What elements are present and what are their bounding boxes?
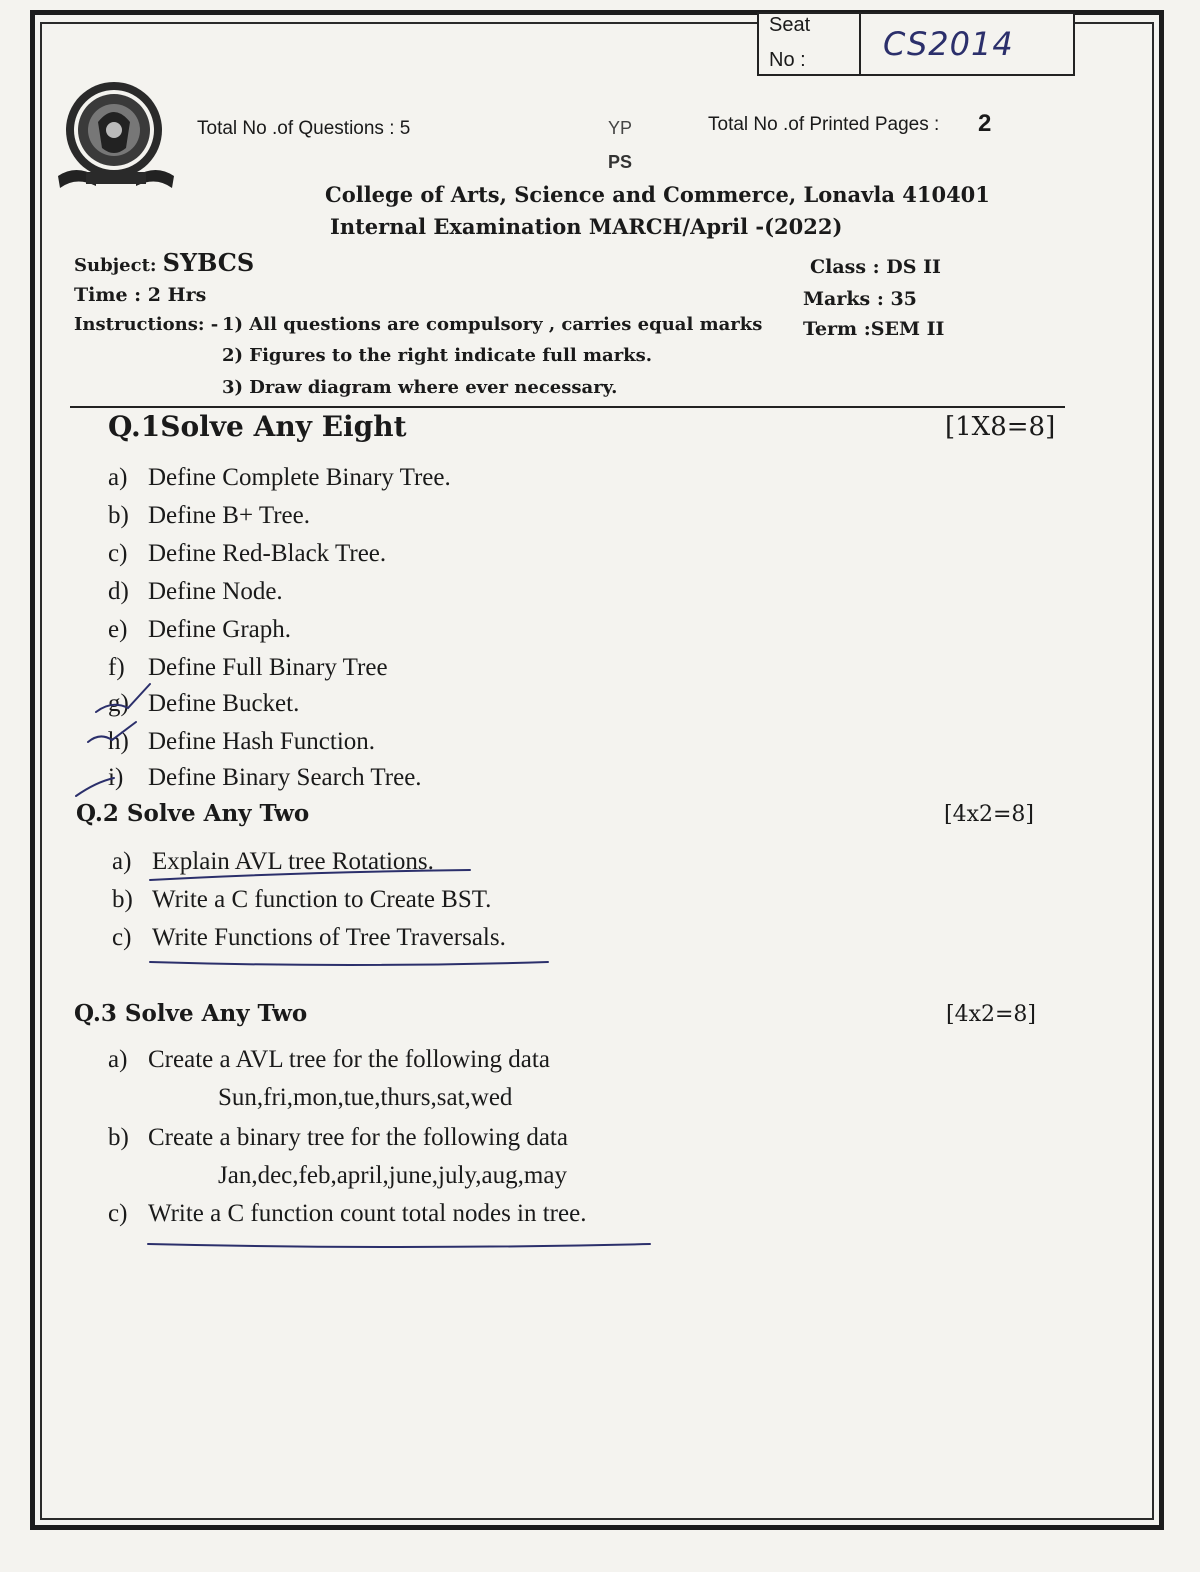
- exam-time: Time : 2 Hrs: [74, 284, 207, 306]
- q2-marks: [4x2=8]: [944, 802, 1034, 827]
- q2-item-text: Write Functions of Tree Traversals.: [152, 924, 506, 951]
- q1-item: [108, 690, 299, 718]
- header-divider: [70, 406, 1065, 408]
- q2-item-label: b): [112, 886, 133, 913]
- q1-item: [108, 616, 291, 644]
- q2-item: [112, 886, 491, 914]
- q3-item-text: Write a C function count total nodes in tree.: [148, 1200, 587, 1227]
- q3-item-text: Create a AVL tree for the following data: [148, 1046, 550, 1073]
- q1-item-text: Define Binary Search Tree.: [148, 764, 422, 791]
- total-pages-label: Total No .of Printed Pages :: [708, 114, 940, 135]
- q1-item-text: Define Hash Function.: [148, 728, 376, 755]
- q1-item-label: i): [108, 764, 124, 791]
- q1-item-label: a): [108, 464, 128, 491]
- q2-item: [112, 848, 434, 876]
- exam-marks: Marks : 35: [803, 288, 917, 310]
- q1-item: [108, 464, 451, 492]
- subject-value: SYBCS: [162, 248, 255, 277]
- stamp-text-yp: YP: [608, 118, 633, 138]
- q3-item-label: a): [108, 1046, 128, 1073]
- seat-label: [759, 14, 861, 74]
- subject-line: [74, 248, 254, 277]
- subject-label: Subject:: [74, 255, 157, 276]
- q2-item-label: c): [112, 924, 132, 951]
- total-pages-value: 2: [978, 110, 992, 137]
- q1-item-text: Define Full Binary Tree: [148, 654, 388, 681]
- college-seal-logo: [56, 72, 176, 196]
- stamp-text-ps: PS: [608, 152, 633, 172]
- q3-item-data: Jan,dec,feb,april,june,july,aug,may: [218, 1162, 567, 1189]
- q1-marks: [1X8=8]: [945, 412, 1056, 442]
- q1-item-label: c): [108, 540, 128, 567]
- q1-item: [108, 502, 310, 530]
- q3-item: [108, 1200, 586, 1228]
- q1-item-label: g): [108, 690, 129, 717]
- exam-title: Internal Examination MARCH/April -(2022): [330, 214, 843, 239]
- q1-item-text: Define B+ Tree.: [148, 502, 310, 529]
- q1-item: [108, 540, 386, 568]
- instruction-1: 1) All questions are compulsory , carries equal marks: [222, 314, 763, 335]
- q1-item-label: f): [108, 654, 125, 681]
- q1-item-text: Define Node.: [148, 578, 283, 605]
- q2-item-text: Write a C function to Create BST.: [152, 886, 492, 913]
- instruction-3: 3) Draw diagram where ever necessary.: [222, 377, 618, 398]
- q1-item: [108, 578, 283, 606]
- instruction-2: 2) Figures to the right indicate full marks.: [222, 345, 653, 366]
- exam-class: Class : DS II: [810, 256, 941, 278]
- q2-item: [112, 924, 506, 952]
- q1-item: [108, 728, 375, 756]
- seat-number-box: [757, 12, 1075, 76]
- college-name: College of Arts, Science and Commerce, Lonavla 410401: [325, 182, 990, 207]
- q3-marks: [4x2=8]: [946, 1002, 1036, 1027]
- total-questions: Total No .of Questions : 5: [197, 118, 411, 139]
- q1-item-label: e): [108, 616, 128, 643]
- q1-item-text: Define Graph.: [148, 616, 291, 643]
- q1-item-text: Define Bucket.: [148, 690, 300, 717]
- q1-item-text: Define Complete Binary Tree.: [148, 464, 451, 491]
- q3-item-label: c): [108, 1200, 128, 1227]
- q2-item-text: Explain AVL tree Rotations.: [152, 848, 434, 875]
- q3-item-data: Sun,fri,mon,tue,thurs,sat,wed: [218, 1084, 513, 1111]
- q3-item: [108, 1124, 568, 1152]
- q1-item-label: d): [108, 578, 129, 605]
- q1-item-text: Define Red-Black Tree.: [148, 540, 387, 567]
- q3-title: Q.3 Solve Any Two: [74, 1000, 308, 1027]
- instructions-label: Instructions: -: [74, 314, 219, 335]
- q2-item-label: a): [112, 848, 132, 875]
- seat-number-handwritten: CS2014: [883, 25, 1014, 63]
- q1-item-label: b): [108, 502, 129, 529]
- q3-item: [108, 1046, 550, 1074]
- exam-term: Term :SEM II: [803, 318, 945, 340]
- q3-item-label: b): [108, 1124, 129, 1151]
- q1-item: [108, 764, 422, 792]
- q1-item-label: h): [108, 728, 129, 755]
- q2-title: Q.2 Solve Any Two: [76, 800, 310, 827]
- seat-label-line1: Seat: [769, 14, 811, 36]
- q1-title: Q.1Solve Any Eight: [108, 410, 407, 443]
- seat-label-line2: No :: [769, 49, 806, 71]
- q1-item: [108, 654, 388, 682]
- q3-item-text: Create a binary tree for the following data: [148, 1124, 568, 1151]
